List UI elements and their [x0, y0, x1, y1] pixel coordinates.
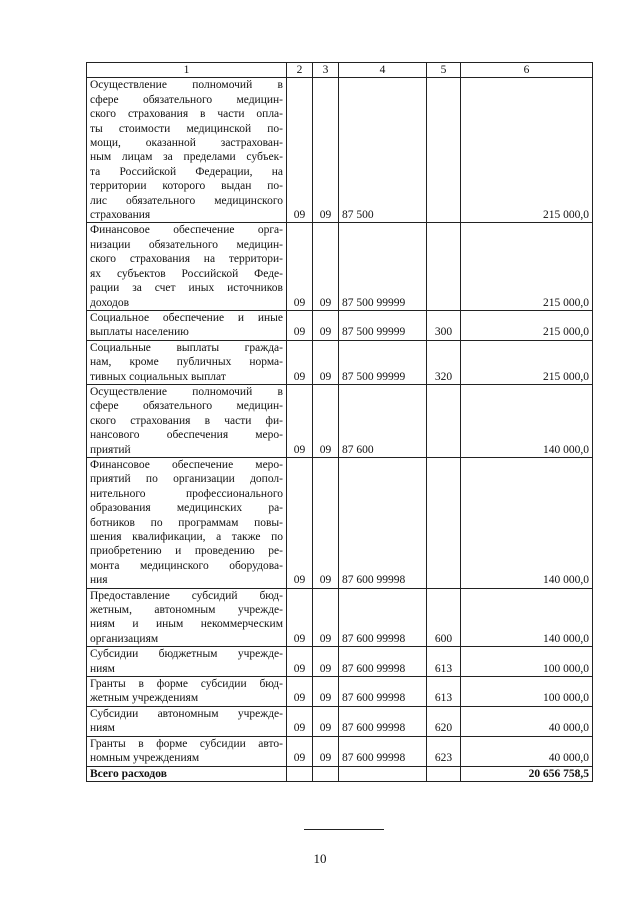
section-code: 09 — [287, 384, 313, 457]
empty-cell — [427, 766, 461, 781]
target-article-code: 87 500 99999 — [339, 310, 427, 340]
subsection-code: 09 — [313, 340, 339, 384]
footnote-divider — [304, 829, 384, 830]
row-description — [87, 223, 287, 310]
column-header: 5 — [427, 63, 461, 78]
description-line: рации за счет иных источников — [90, 282, 283, 295]
description-line: шения квалификации, а также по — [90, 531, 283, 543]
table-row — [87, 223, 593, 310]
description-line: нам, кроме публичных норма- — [90, 356, 283, 369]
description-line: приобретению и проведению ре- — [90, 545, 283, 558]
row-description — [87, 706, 287, 736]
description-line: ниям — [90, 722, 115, 735]
expense-type-code — [427, 78, 461, 223]
target-article-code: 87 500 — [339, 78, 427, 223]
column-header: 1 — [87, 63, 287, 78]
description-line: ского страхования в части фи- — [90, 414, 283, 427]
row-description — [87, 677, 287, 707]
description-line: нительного профессионального — [90, 487, 283, 500]
total-sum: 20 656 758,5 — [461, 766, 593, 781]
expense-type-code: 600 — [427, 588, 461, 647]
subsection-code: 09 — [313, 736, 339, 766]
description-line: Гранты в форме субсидии бюд- — [90, 678, 283, 691]
section-code: 09 — [287, 706, 313, 736]
subsection-code: 09 — [313, 677, 339, 707]
description-line: жетным, автономным учрежде- — [90, 604, 283, 617]
description-line: номным учреждениям — [90, 752, 200, 765]
expense-type-code — [427, 223, 461, 310]
amount-value: 140 000,0 — [461, 588, 593, 647]
description-line: Финансовое обеспечение орга- — [90, 224, 283, 237]
section-code: 09 — [287, 223, 313, 310]
expense-type-code: 620 — [427, 706, 461, 736]
column-header: 2 — [287, 63, 313, 78]
empty-cell — [313, 766, 339, 781]
table-row — [87, 736, 593, 766]
amount-value: 100 000,0 — [461, 677, 593, 707]
description-line: монта медицинского оборудова- — [90, 559, 283, 572]
section-code: 09 — [287, 340, 313, 384]
table-row — [87, 310, 593, 340]
description-line: страхования — [90, 209, 151, 222]
page-number: 10 — [313, 851, 327, 866]
expense-type-code: 623 — [427, 736, 461, 766]
description-line: ты стоимости медицинской по- — [90, 122, 283, 135]
amount-value: 215 000,0 — [461, 78, 593, 223]
section-code: 09 — [287, 647, 313, 677]
description-line: Субсидии бюджетным учрежде- — [90, 648, 283, 661]
table-row — [87, 78, 593, 223]
expense-type-code: 613 — [427, 677, 461, 707]
table-row — [87, 457, 593, 588]
amount-value: 140 000,0 — [461, 457, 593, 588]
table-row — [87, 340, 593, 384]
description-line: жетным учреждениям — [90, 692, 199, 705]
description-line: низации обязательного медицин- — [90, 238, 283, 251]
row-description — [87, 78, 287, 223]
description-line: Гранты в форме субсидии авто- — [90, 737, 283, 750]
description-line: образования медицинских ра- — [90, 502, 283, 515]
section-code: 09 — [287, 310, 313, 340]
description-line: организациям — [90, 632, 159, 645]
row-description — [87, 384, 287, 457]
amount-value: 40 000,0 — [461, 706, 593, 736]
target-article-code: 87 500 99999 — [339, 340, 427, 384]
row-description — [87, 457, 287, 588]
table-body — [87, 78, 593, 766]
amount-value: 140 000,0 — [461, 384, 593, 457]
description-line: ях субъектов Российской Феде- — [90, 267, 283, 280]
description-line: выплаты населению — [90, 326, 189, 339]
expense-type-code — [427, 457, 461, 588]
target-article-code: 87 600 99998 — [339, 677, 427, 707]
column-header: 3 — [313, 63, 339, 78]
amount-value: 215 000,0 — [461, 340, 593, 384]
row-description — [87, 340, 287, 384]
description-line: Предоставление субсидий бюд- — [90, 589, 283, 602]
target-article-code: 87 600 99998 — [339, 736, 427, 766]
expense-type-code: 613 — [427, 647, 461, 677]
table-row — [87, 647, 593, 677]
section-code: 09 — [287, 588, 313, 647]
description-line: та Российской Федерации, на — [90, 165, 283, 178]
description-line: ниям и иным некоммерческим — [90, 618, 283, 631]
subsection-code: 09 — [313, 310, 339, 340]
description-line: тивных социальных выплат — [90, 370, 226, 383]
target-article-code: 87 600 99998 — [339, 457, 427, 588]
row-description — [87, 736, 287, 766]
target-article-code: 87 600 — [339, 384, 427, 457]
column-header: 6 — [461, 63, 593, 78]
subsection-code: 09 — [313, 384, 339, 457]
section-code: 09 — [287, 78, 313, 223]
budget-table — [86, 62, 593, 782]
description-line: доходов — [90, 296, 130, 309]
table-row — [87, 706, 593, 736]
description-line: лис обязательного медицинского — [90, 194, 283, 207]
section-code: 09 — [287, 677, 313, 707]
total-row — [87, 766, 593, 781]
amount-value: 215 000,0 — [461, 223, 593, 310]
row-description — [87, 588, 287, 647]
description-line: нансового обеспечения меро- — [90, 429, 283, 442]
subsection-code: 09 — [313, 223, 339, 310]
target-article-code: 87 600 99998 — [339, 588, 427, 647]
description-line: ния — [90, 574, 108, 587]
subsection-code: 09 — [313, 706, 339, 736]
column-header: 4 — [339, 63, 427, 78]
description-line: ниям — [90, 662, 115, 675]
description-line: Социальное обеспечение и иные — [90, 311, 283, 324]
description-line: ботников по программам повы- — [90, 516, 283, 529]
description-line: приятий — [90, 443, 131, 456]
subsection-code: 09 — [313, 457, 339, 588]
subsection-code: 09 — [313, 588, 339, 647]
amount-value: 100 000,0 — [461, 647, 593, 677]
description-line: Осуществление полномочий в — [90, 385, 283, 398]
subsection-code: 09 — [313, 647, 339, 677]
description-line: Финансовое обеспечение меро- — [90, 458, 283, 471]
table-row — [87, 384, 593, 457]
description-line: Осуществление полномочий в — [90, 79, 283, 92]
description-line: приятий по организации допол- — [90, 473, 283, 486]
description-line: сфере обязательного медицин- — [90, 93, 283, 106]
description-line: ского страхования в части опла- — [90, 108, 283, 121]
amount-value: 40 000,0 — [461, 736, 593, 766]
description-line: территории которого выдан по- — [90, 180, 283, 193]
header-row — [87, 63, 593, 78]
section-code: 09 — [287, 736, 313, 766]
empty-cell — [287, 766, 313, 781]
description-line: ского страхования на территори- — [90, 253, 283, 266]
description-line: Социальные выплаты гражда- — [90, 341, 283, 354]
description-line: ным лицам за пределами субъек- — [90, 151, 283, 164]
row-description — [87, 310, 287, 340]
subsection-code: 09 — [313, 78, 339, 223]
expense-type-code — [427, 384, 461, 457]
table-row — [87, 588, 593, 647]
target-article-code: 87 600 99998 — [339, 706, 427, 736]
target-article-code: 87 600 99998 — [339, 647, 427, 677]
description-line: Субсидии автономным учрежде- — [90, 707, 283, 720]
expense-type-code: 320 — [427, 340, 461, 384]
description-line: мощи, оказанной застрахован- — [90, 137, 283, 150]
expense-type-code: 300 — [427, 310, 461, 340]
row-description — [87, 647, 287, 677]
target-article-code: 87 500 99999 — [339, 223, 427, 310]
description-line: сфере обязательного медицин- — [90, 400, 283, 413]
section-code: 09 — [287, 457, 313, 588]
empty-cell — [339, 766, 427, 781]
total-label: Всего расходов — [87, 766, 287, 781]
table-row — [87, 677, 593, 707]
amount-value: 215 000,0 — [461, 310, 593, 340]
